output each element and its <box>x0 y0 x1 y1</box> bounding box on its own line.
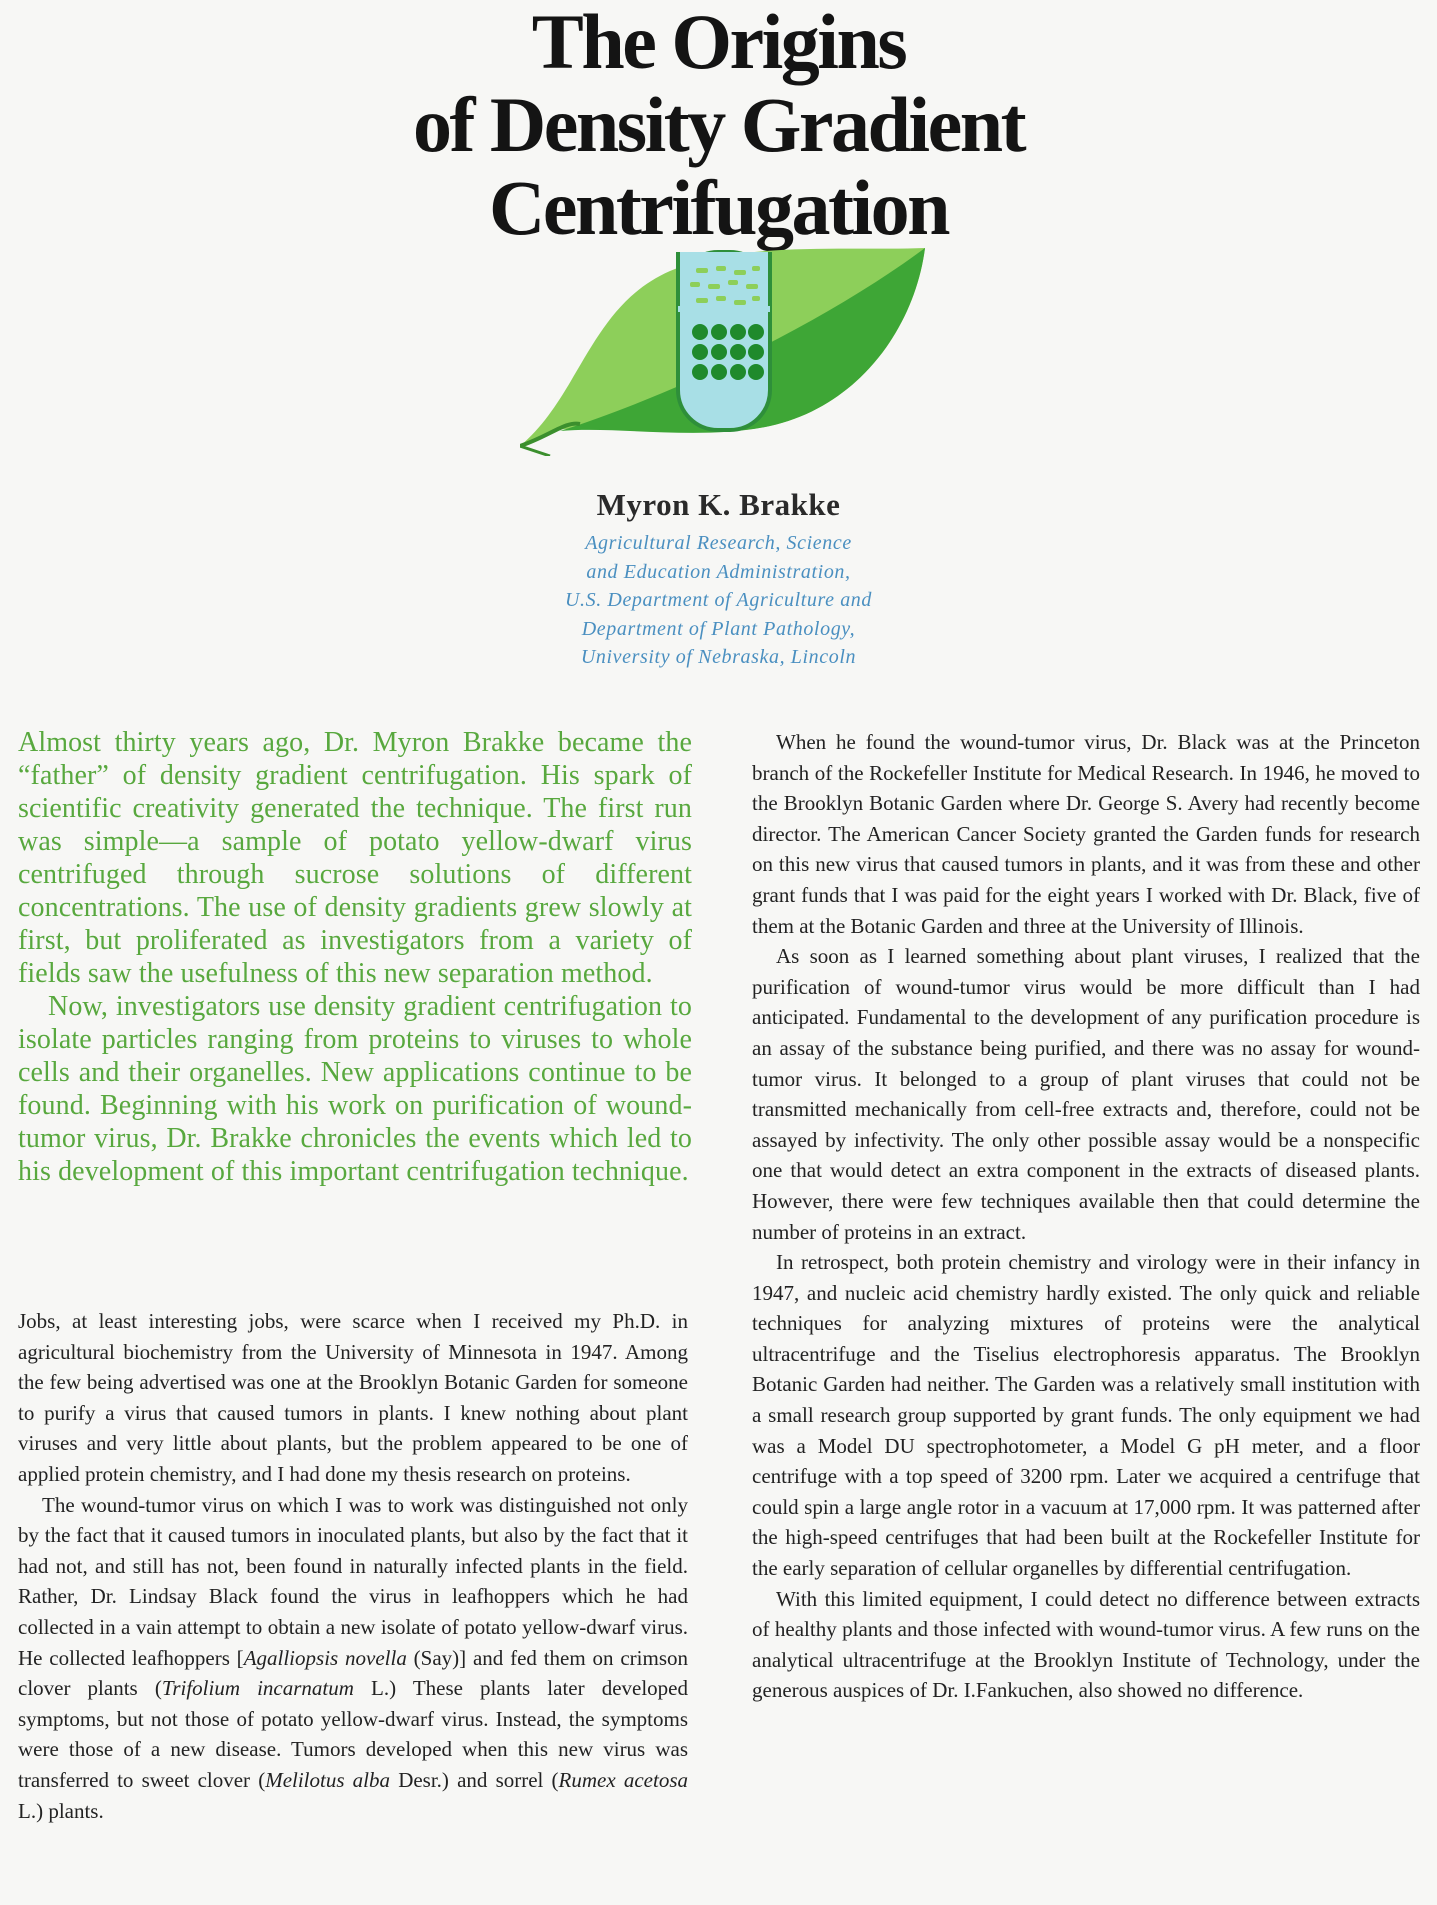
affiliation-line: and Education Administration, <box>586 560 851 583</box>
species-name: Trifolium incarnatum <box>161 1676 354 1701</box>
abstract-paragraph: Almost thirty years ago, Dr. Myron Brakke became the “father” of density gradient centrifugation. His spark of scientific creativity generated the technique. The first run was simple—a sample of potato yellow-dwarf virus centrifuged through sucrose solutions of different concentrations. The use of density gradients grew slowly at first, but proliferated as investigators from a variety of fields saw the usefulness of this new separation method. <box>18 727 692 989</box>
abstract-paragraph: Now, investigators use density gradient centrifugation to isolate particles ranging from proteins to viruses to whole cells and their organelles. New applications continue to be found. Beginning with his work on purification of wound-tumor virus, Dr. Brakke chronicles the events which led to his development of this important centrifugation technique. <box>18 991 692 1187</box>
affiliation-line: University of Nebraska, Lincoln <box>580 646 857 668</box>
text-run: The wound-tumor virus on which I was to work was distinguished not only by the fact that it caused tumors in inoculated plants, but also by the fact that it had not, and still has not, been found in naturally infected plants in the field. Rather, Dr. Lindsay Black found the virus in leafhoppers which he had collected in a vain attempt to obtain a new isolate of potato yellow-dwarf virus. He collected leafhoppers [ <box>18 1492 688 1670</box>
species-name: Melilotus alba <box>265 1767 391 1792</box>
body-paragraph: As soon as I learned something about plant viruses, I realized that the purification of wound-tumor virus would be more difficult than I had anticipated. Fundamental to the development of any purification procedure is an assay of the substance being purified, and there was no assay for wound-tumor virus. It belonged to a group of plant viruses that could not be transmitted mechanically from cell-free extracts and, therefore, could not be assayed by infectivity. The only other possible assay would be a nonspecific one that would detect an extra component in the extracts of diseased plants. However, there were few techniques available then that could determine the number of proteins in an extract. <box>752 944 1420 1244</box>
article-title <box>0 0 1437 249</box>
body-column-right <box>752 727 1420 1706</box>
affiliation-line: Department of Plant Pathology, <box>581 617 856 640</box>
abstract <box>18 726 692 1188</box>
leaf-stem-2 <box>520 446 550 456</box>
body-paragraph: In retrospect, both protein chemistry and virology were in their infancy in 1947, and nucleic acid chemistry hardly existed. The only quick and reliable techniques for analyzing mixtures of proteins were the analytical ultracentrifuge and the Tiselius electrophoresis apparatus. The Brooklyn Botanic Garden had neither. The Garden was a relatively small institution with a small research group supported by grant funds. The only equipment we had was a Model DU spectrophotometer, a Model G pH meter, and a floor centrifuge with a top speed of 3200 rpm. Later we acquired a centrifuge that could spin a large angle rotor in a vacuum at 17,000 rpm. It was patterned after the high-speed centrifuges that had been built at the Rockefeller Institute for the early separation of cellular organelles by differential centrifugation. <box>752 1250 1420 1581</box>
body-paragraph: With this limited equipment, I could detect no difference between extracts of healthy plants and those infected with wound-tumor virus. A few runs on the analytical ultracentrifuge at the Brooklyn Institute of Technology, under the generous auspices of Dr. I.Fankuchen, also showed no difference. <box>752 1586 1420 1703</box>
text-run: Desr.) and sorrel ( <box>390 1767 559 1792</box>
species-name: Rumex acetosa <box>558 1767 688 1792</box>
author-block <box>0 487 1437 672</box>
body-column-left <box>18 1306 688 1826</box>
affiliation-line: U.S. Department of Agriculture and <box>564 589 873 611</box>
text-run: L.) plants. <box>18 1798 104 1823</box>
leaf-test-tube-logo <box>520 246 930 456</box>
title-line-1: The Origins <box>531 0 906 85</box>
author-name: Myron K. Brakke <box>596 487 841 522</box>
body-paragraph <box>18 1490 688 1827</box>
text-run: L.) These plants later developed symptoms, but not those of potato yellow-dwarf virus. Instead, the symptoms were those of a new disease. Tumors developed when this new virus was transferred to sweet clover ( <box>18 1676 688 1792</box>
title-line-3: Centrifugation <box>489 164 948 251</box>
body-paragraph: Jobs, at least interesting jobs, were scarce when I received my Ph.D. in agricultural biochemistry from the University of Minnesota in 1947. Among the few being advertised was one at the Brooklyn Botanic Garden for someone to purify a virus that caused tumors in plants. I knew nothing about plant viruses and very little about plants, but the problem appeared to be one of applied protein chemistry, and I had done my thesis research on proteins. <box>18 1309 688 1486</box>
affiliation-line: Agricultural Research, Science <box>585 532 852 554</box>
text-run: (Say)] and fed them on crimson clover plants ( <box>18 1645 688 1701</box>
title-line-2: of Density Gradient <box>412 81 1025 168</box>
body-paragraph: When he found the wound-tumor virus, Dr. Black was at the Princeton branch of the Rockefeller Institute for Medical Research. In 1946, he moved to the Brooklyn Botanic Garden where Dr. George S. Avery had recently become director. The American Cancer Society granted the Garden funds for research on this new virus that caused tumors in plants, and it was from these and other grant funds that I was paid for the eight years I worked with Dr. Black, five of them at the Botanic Garden and three at the University of Illinois. <box>752 730 1420 938</box>
species-name: Agalliopsis novella <box>243 1645 407 1670</box>
